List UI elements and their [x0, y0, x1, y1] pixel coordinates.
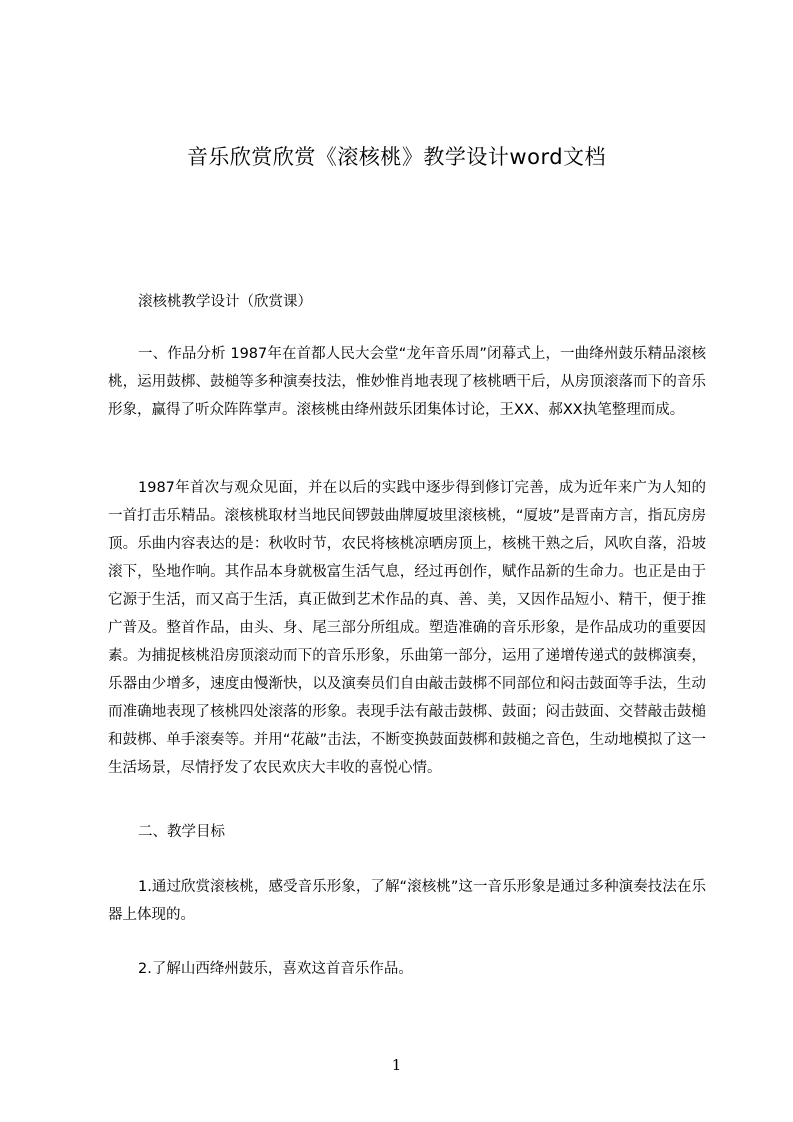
paragraph-work-analysis: 一、作品分析 1987年在首都人民大会堂“龙年音乐周”闭幕式上，一曲绛州鼓乐精品滚核桃，运用鼓梆、鼓槌等多种演奏技法，惟妙惟肖地表现了核桃晒干后，从房顶滚落而下的音乐形象，赢得了听众阵阵掌声。滚核桃由绛州鼓乐团集体讨论，王XX、郝XX执笔整理而成。 — [108, 346, 706, 418]
paragraph-goal-1: 1.通过欣赏滚核桃，感受音乐形象，了解“滚核桃”这一音乐形象是通过多种演奏技法在乐器上体现的。 — [108, 879, 706, 923]
section-heading-teaching-goals: 二、教学目标 — [138, 824, 225, 840]
document-subtitle: 滚核桃教学设计（欣赏课） — [138, 294, 312, 310]
paragraph-history: 1987年首次与观众见面，并在以后的实践中逐步得到修订完善，成为近年来广为人知的一首打击乐精品。滚核桃取材当地民间锣鼓曲牌厦坡里滚核桃，“厦坡”是晋南方言，指瓦房房顶。乐曲内容表达的是：秋收时节，农民将核桃凉晒房顶上，核桃干熟之后，风吹自落，沿坡滚下，坠地作响。其作品本身就极富生活气息，经过再创作，赋作品新的生命力。也正是由于它源于生活，而又高于生活，真正做到艺术作品的真、善、美，又因作品短小、精干，便于推广普及。整首作品，由头、身、尾三部分所组成。塑造准确的音乐形象，是作品成功的重要因素。为捕捉核桃沿房顶滚动而下的音乐形象，乐曲第一部分，运用了递增传递式的鼓梆演奏，乐器由少增多，速度由慢渐快，以及演奏员们自由敲击鼓梆不同部位和闷击鼓面等手法，生动而准确地表现了核桃四处滚落的形象。表现手法有敲击鼓梆、鼓面；闷击鼓面、交替敲击鼓槌和鼓梆、单手滚奏等。并用“花敲”击法，不断变换鼓面鼓梆和鼓槌之音色，生动地模拟了这一生活场景，尽情抒发了农民欢庆大丰收的喜悦心情。 — [108, 480, 706, 776]
page-number: 1 — [391, 1056, 402, 1074]
paragraph-goal-2: 2.了解山西绛州鼓乐，喜欢这首音乐作品。 — [138, 961, 413, 977]
document-title: 音乐欣赏欣赏《滚核桃》教学设计word文档 — [186, 145, 607, 169]
